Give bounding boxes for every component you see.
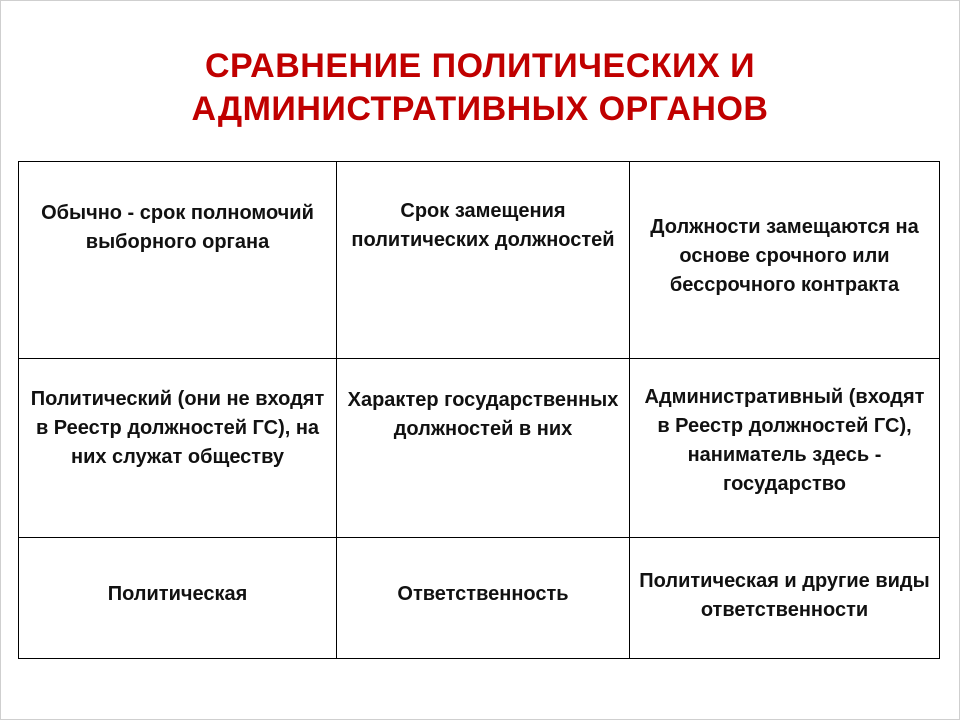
criterion-cell xyxy=(337,162,630,359)
slide-title-line-1: СРАВНЕНИЕ ПОЛИТИЧЕСКИХ И xyxy=(204,47,756,85)
political-cell-text: Политический (они не входят в Реестр должностей ГС), на них служат обществу xyxy=(30,387,325,468)
slide-title xyxy=(1,45,959,131)
administrative-cell-text: Административный (входят в Реестр должностей ГС), наниматель здесь - государство xyxy=(644,386,925,495)
criterion-cell-text: Ответственность xyxy=(397,582,569,605)
political-cell xyxy=(19,538,337,659)
table-row xyxy=(19,359,940,538)
slide-title-line-2: АДМИНИСТРАТИВНЫХ ОРГАНОВ xyxy=(191,90,769,128)
administrative-cell-text: Политическая и другие виды ответственности xyxy=(639,570,930,621)
political-cell xyxy=(19,359,337,538)
table-row xyxy=(19,538,940,659)
administrative-cell xyxy=(630,162,940,359)
table-row xyxy=(19,162,940,359)
criterion-cell-text: Срок замещения политических должностей xyxy=(351,200,615,251)
criterion-cell-text: Характер государственных должностей в них xyxy=(347,389,619,440)
administrative-cell xyxy=(630,538,940,659)
political-cell-text: Политическая xyxy=(107,582,248,605)
criterion-cell xyxy=(337,359,630,538)
political-cell-text: Обычно - срок полномочий выборного органа xyxy=(41,202,314,253)
criterion-cell xyxy=(337,538,630,659)
administrative-cell-text: Должности замещаются на основе срочного или бессрочного контракта xyxy=(650,215,919,296)
comparison-table xyxy=(18,161,940,659)
political-cell xyxy=(19,162,337,359)
administrative-cell xyxy=(630,359,940,538)
